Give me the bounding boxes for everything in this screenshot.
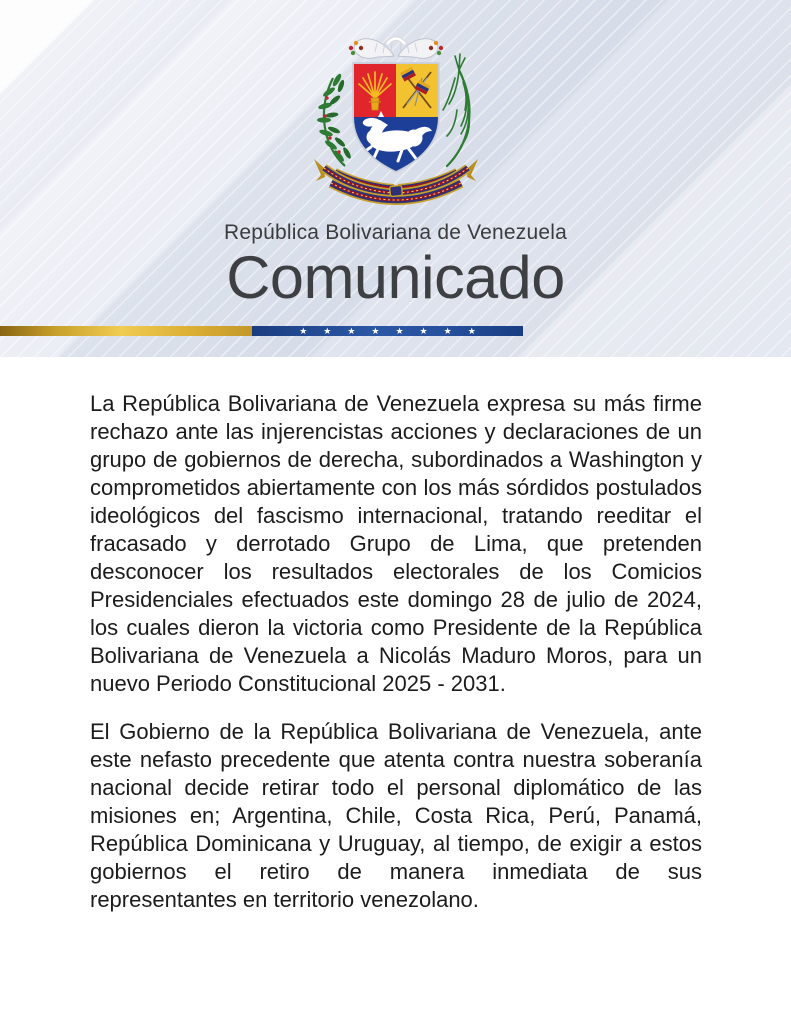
document-title: Comunicado <box>226 244 565 311</box>
country-title: República Bolivariana de Venezuela <box>223 221 568 244</box>
laurel-branch-icon <box>317 73 352 166</box>
shield-icon <box>354 64 438 173</box>
flag-bar-red <box>523 326 791 336</box>
flag-bar-stars: ★★★★★★★★ <box>299 326 492 336</box>
header-banner <box>0 0 791 357</box>
paragraph-1: La República Bolivariana de Venezuela expresa su más firme rechazo ante las injerencistas acciones y declaraciones de un grupo de gobiernos de derecha, subordinados a Washington y comprometidos abiertamente con los más sórdidos postulados ideológicos del fascismo internacional, tratando reeditar el fracasado y derrotado Grupo de Lima, que pretenden desconocer los resultados electorales de los Comicios Presidenciales efectuados este domingo 28 de julio de 2024, los cuales dieron la victoria como Presidente de la República Bolivariana de Venezuela a Nicolás Maduro Moros, para un nuevo Periodo Constitucional 2025 - 2031. <box>90 391 702 696</box>
venezuela-coat-of-arms-icon <box>291 20 501 220</box>
flag-bar-blue <box>252 326 523 336</box>
paragraph-2: El Gobierno de la República Bolivariana de Venezuela, ante este nefasto precedente que atenta contra nuestra soberanía nacional decide retirar todo el personal diplomático de las misiones en; Argentina, Chile, Costa Rica, Perú, Panamá, República Dominicana y Uruguay, al tiempo, de exigir a estos gobiernos el retiro de manera inmediata de sus representantes en territorio venezolano. <box>90 719 702 912</box>
flag-bar <box>0 326 791 336</box>
palm-branch-icon <box>443 54 469 166</box>
flag-bar-yellow <box>0 326 252 336</box>
cornucopia-icon <box>348 39 442 59</box>
communique-body <box>90 390 702 934</box>
